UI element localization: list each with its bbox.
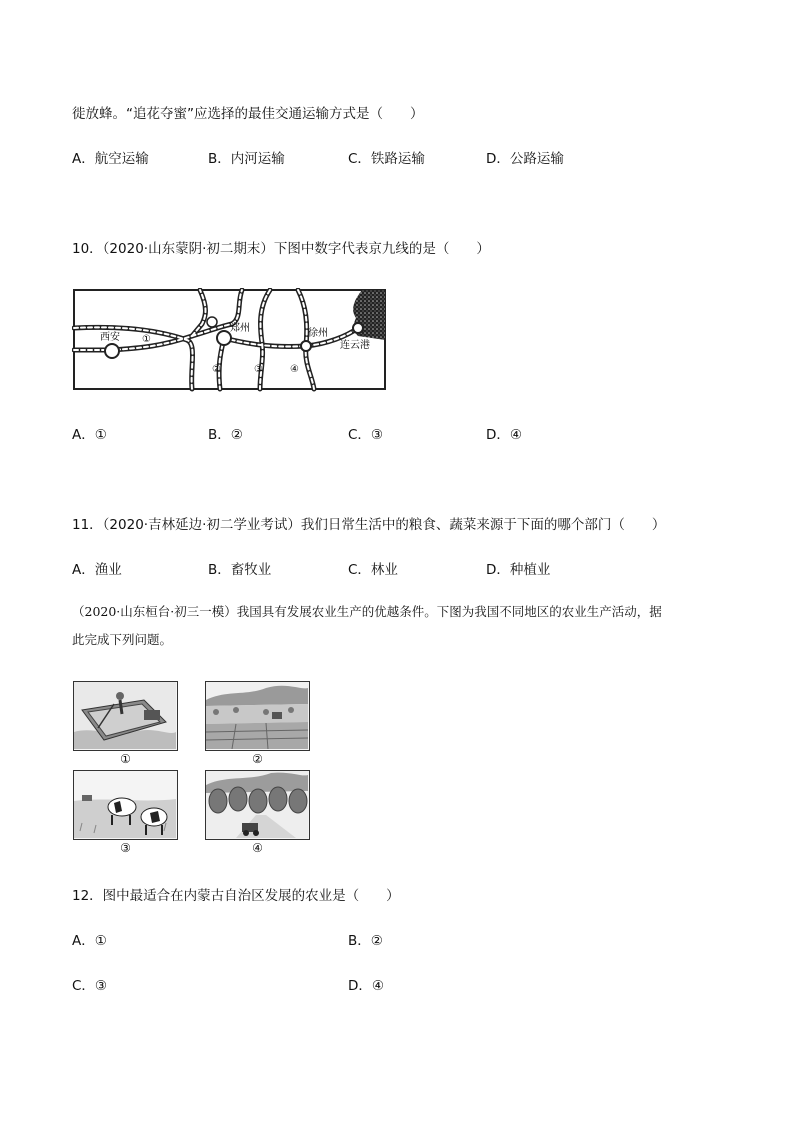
city-marker-zhengzhou — [217, 331, 231, 345]
q10-option-b[interactable]: B．② — [208, 427, 243, 443]
illustration-fishery — [73, 681, 178, 751]
city-label-lianyungang: 连云港 — [340, 340, 370, 351]
q10-option-d[interactable]: D．④ — [486, 427, 522, 443]
q12-option-c[interactable]: C．③ — [72, 978, 108, 994]
q10-option-c[interactable]: C．③ — [348, 427, 384, 443]
q9-stem: 徙放蜂。“追花夺蜜”应选择的最佳交通运输方式是（ ） — [72, 106, 424, 122]
q9-option-d[interactable]: D．公路运输 — [486, 151, 564, 167]
q11-option-a[interactable]: A．渔业 — [72, 562, 122, 578]
map-label-3: ③ — [254, 364, 263, 375]
q9-option-b[interactable]: B．内河运输 — [208, 151, 285, 167]
map-label-4: ④ — [290, 364, 299, 375]
caption-1: ① — [120, 752, 131, 766]
junction-marker — [207, 317, 217, 327]
group-intro — [72, 598, 722, 654]
q11-option-d[interactable]: D．种植业 — [486, 562, 551, 578]
caption-3: ③ — [120, 841, 131, 855]
city-marker-xuzhou — [301, 341, 311, 351]
railway-map — [72, 288, 388, 392]
caption-4: ④ — [252, 841, 263, 855]
q12-stem: 12．图中最适合在内蒙古自治区发展的农业是（ ） — [72, 888, 400, 904]
city-label-xuzhou: 徐州 — [308, 328, 328, 339]
city-label-xian: 西安 — [100, 332, 120, 343]
group-intro-line2: 此完成下列问题。 — [72, 632, 173, 647]
q9-option-a[interactable]: A．航空运输 — [72, 151, 149, 167]
q10-stem: 10．（2020·山东蒙阴·初二期末）下图中数字代表京九线的是（ ） — [72, 241, 490, 257]
q11-stem: 11．（2020·吉林延边·初二学业考试）我们日常生活中的粮食、蔬菜来源于下面的哪个部门（ ） — [72, 517, 666, 533]
map-label-1: ① — [142, 334, 151, 345]
caption-2: ② — [252, 752, 263, 766]
q11-option-c[interactable]: C．林业 — [348, 562, 398, 578]
group-intro-line1: （2020·山东桓台·初三一模）我国具有发展农业生产的优越条件。下图为我国不同地区的农业生产活动，据 — [72, 604, 662, 619]
q10-option-a[interactable]: A．① — [72, 427, 107, 443]
city-marker-lianyungang — [353, 323, 363, 333]
q9-option-c[interactable]: C．铁路运输 — [348, 151, 425, 167]
q12-option-a[interactable]: A．① — [72, 933, 107, 949]
city-marker-xian — [105, 344, 119, 358]
q11-option-b[interactable]: B．畜牧业 — [208, 562, 272, 578]
map-label-2: ② — [212, 364, 221, 375]
illustration-farmland — [205, 681, 310, 751]
illustration-orchard — [205, 770, 310, 840]
city-label-zhengzhou: 郑州 — [230, 323, 250, 334]
q12-option-d[interactable]: D．④ — [348, 978, 384, 994]
q12-option-b[interactable]: B．② — [348, 933, 383, 949]
illustration-grazing — [73, 770, 178, 840]
